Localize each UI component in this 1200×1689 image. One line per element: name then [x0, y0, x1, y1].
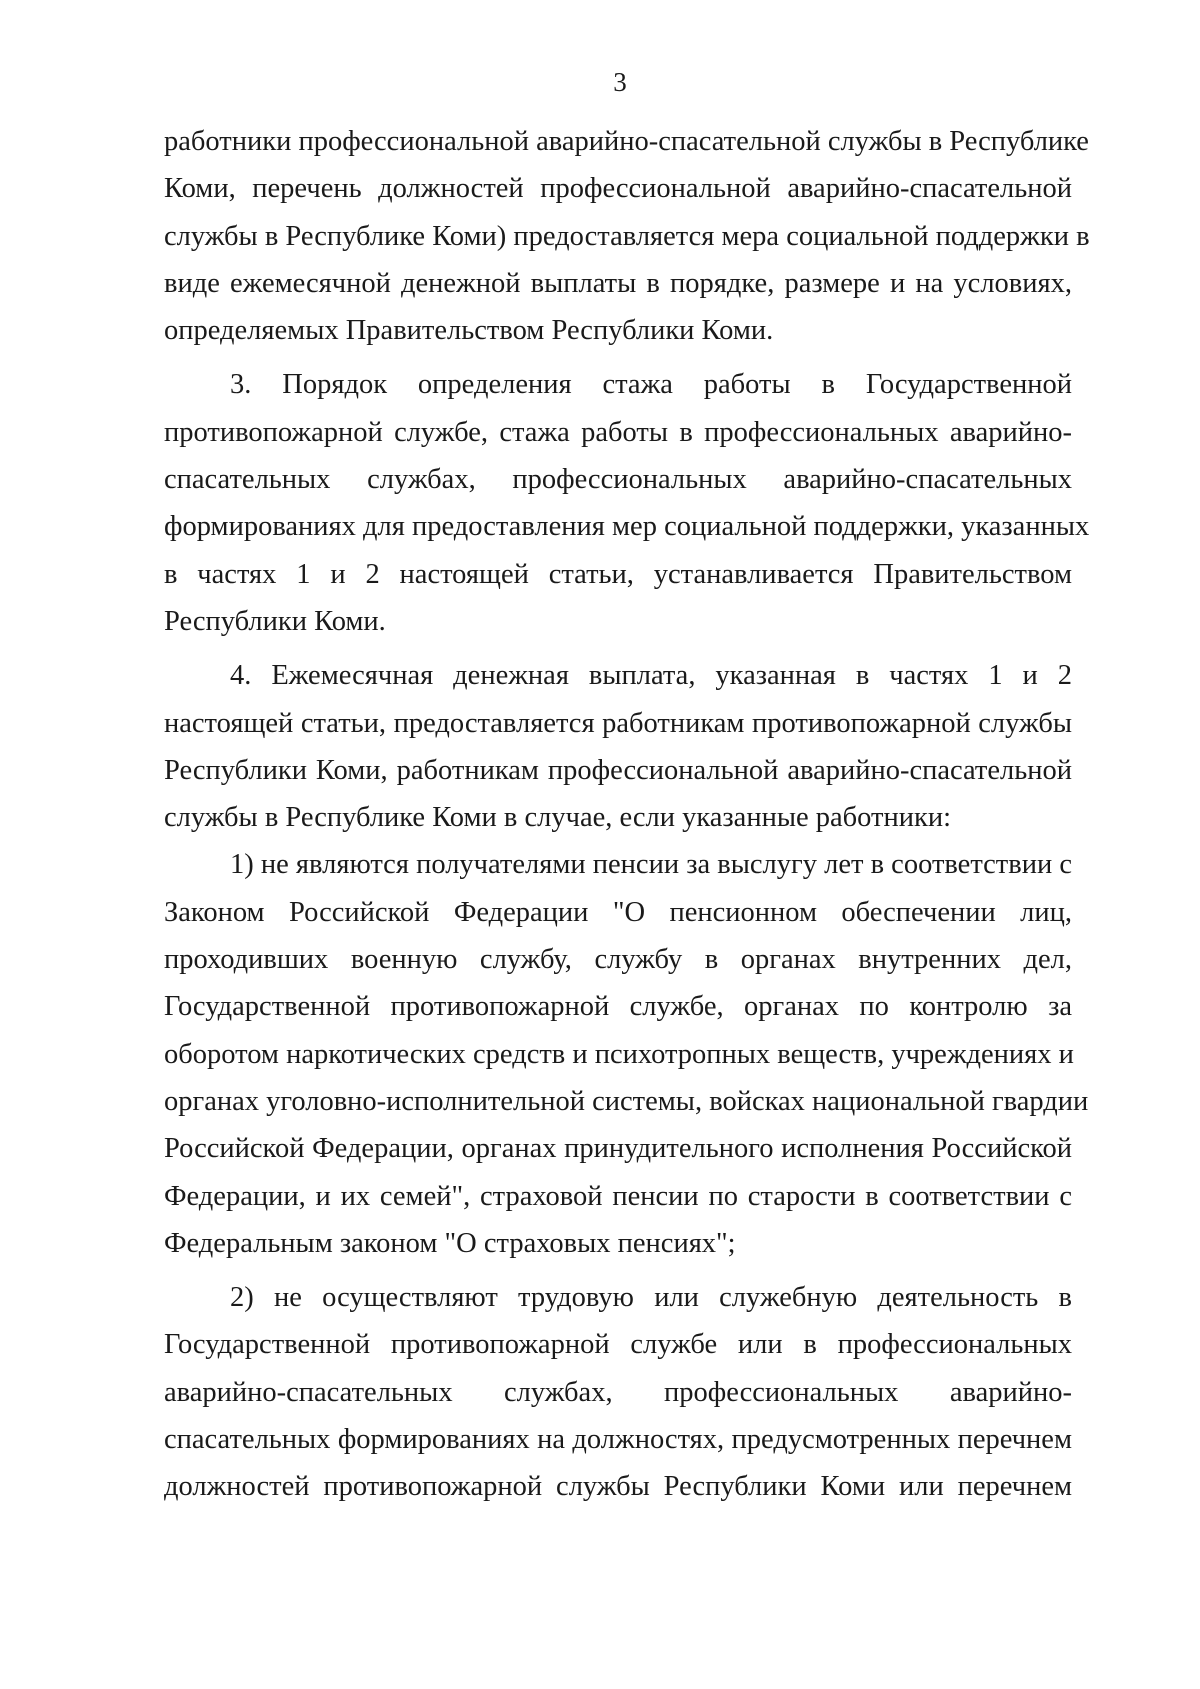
paragraph-item-2: [164, 1274, 1072, 1510]
paragraph-part-3: [164, 361, 1090, 645]
text-line: 2) не осуществляют трудовую или служебную деятельность в: [230, 1282, 1072, 1314]
text-line: в частях 1 и 2 настоящей статьи, устанавливается Правительством: [164, 558, 1072, 590]
paragraph-part-4: [164, 652, 1072, 841]
text-line: определяемых Правительством Республики Коми.: [164, 315, 774, 347]
text-line: Федеральным законом "О страховых пенсиях";: [164, 1227, 736, 1259]
text-line: службы в Республике Коми) предоставляется мера социальной поддержки в: [164, 220, 1090, 252]
text-line: спасательных службах, профессиональных аварийно-спасательных: [164, 464, 1072, 496]
text-line: Республики Коми, работникам профессиональной аварийно-спасательной: [164, 754, 1072, 786]
text-line: 3. Порядок определения стажа работы в Государственной: [230, 369, 1072, 401]
text-line: Государственной противопожарной службе, органах по контролю за: [164, 991, 1072, 1023]
text-line: оборотом наркотических средств и психотропных веществ, учреждениях и: [164, 1038, 1074, 1070]
text-line: Федерации, и их семей", страховой пенсии по старости в соответствии с: [164, 1180, 1072, 1212]
text-line: настоящей статьи, предоставляется работникам противопожарной службы: [164, 707, 1072, 739]
text-line: должностей противопожарной службы Республики Коми или перечнем: [164, 1471, 1072, 1503]
page-number: 3: [613, 67, 627, 97]
text-line: работники профессиональной аварийно-спасательной службы в Республике: [164, 126, 1089, 157]
text-line: Законом Российской Федерации "О пенсионном обеспечении лиц,: [164, 896, 1072, 928]
document-body: [164, 118, 1090, 1511]
text-line: Государственной противопожарной службе или в профессиональных: [164, 1329, 1072, 1361]
text-line: спасательных формированиях на должностях, предусмотренных перечнем: [164, 1424, 1072, 1456]
text-line: службы в Республике Коми в случае, если указанные работники:: [164, 802, 952, 834]
text-line: Республики Коми.: [164, 605, 386, 637]
text-line: Коми, перечень должностей профессиональной аварийно-спасательной: [164, 173, 1072, 205]
text-line: Российской Федерации, органах принудительного исполнения Российской: [164, 1133, 1072, 1165]
paragraph-item-1: [164, 841, 1089, 1267]
text-line: 1) не являются получателями пенсии за выслугу лет в соответствии с: [230, 849, 1072, 881]
text-line: противопожарной службе, стажа работы в профессиональных аварийно-: [164, 416, 1072, 448]
text-line: проходивших военную службу, службу в органах внутренних дел,: [164, 944, 1072, 976]
text-line: формированиях для предоставления мер социальной поддержки, указанных: [164, 511, 1090, 543]
text-line: 4. Ежемесячная денежная выплата, указанная в частях 1 и 2: [230, 660, 1072, 692]
paragraph-continuation: [164, 118, 1090, 354]
text-line: аварийно-спасательных службах, профессиональных аварийно-: [164, 1376, 1072, 1408]
text-line: виде ежемесячной денежной выплаты в порядке, размере и на условиях,: [164, 267, 1072, 299]
text-line: органах уголовно-исполнительной системы, войсках национальной гвардии: [164, 1085, 1089, 1117]
